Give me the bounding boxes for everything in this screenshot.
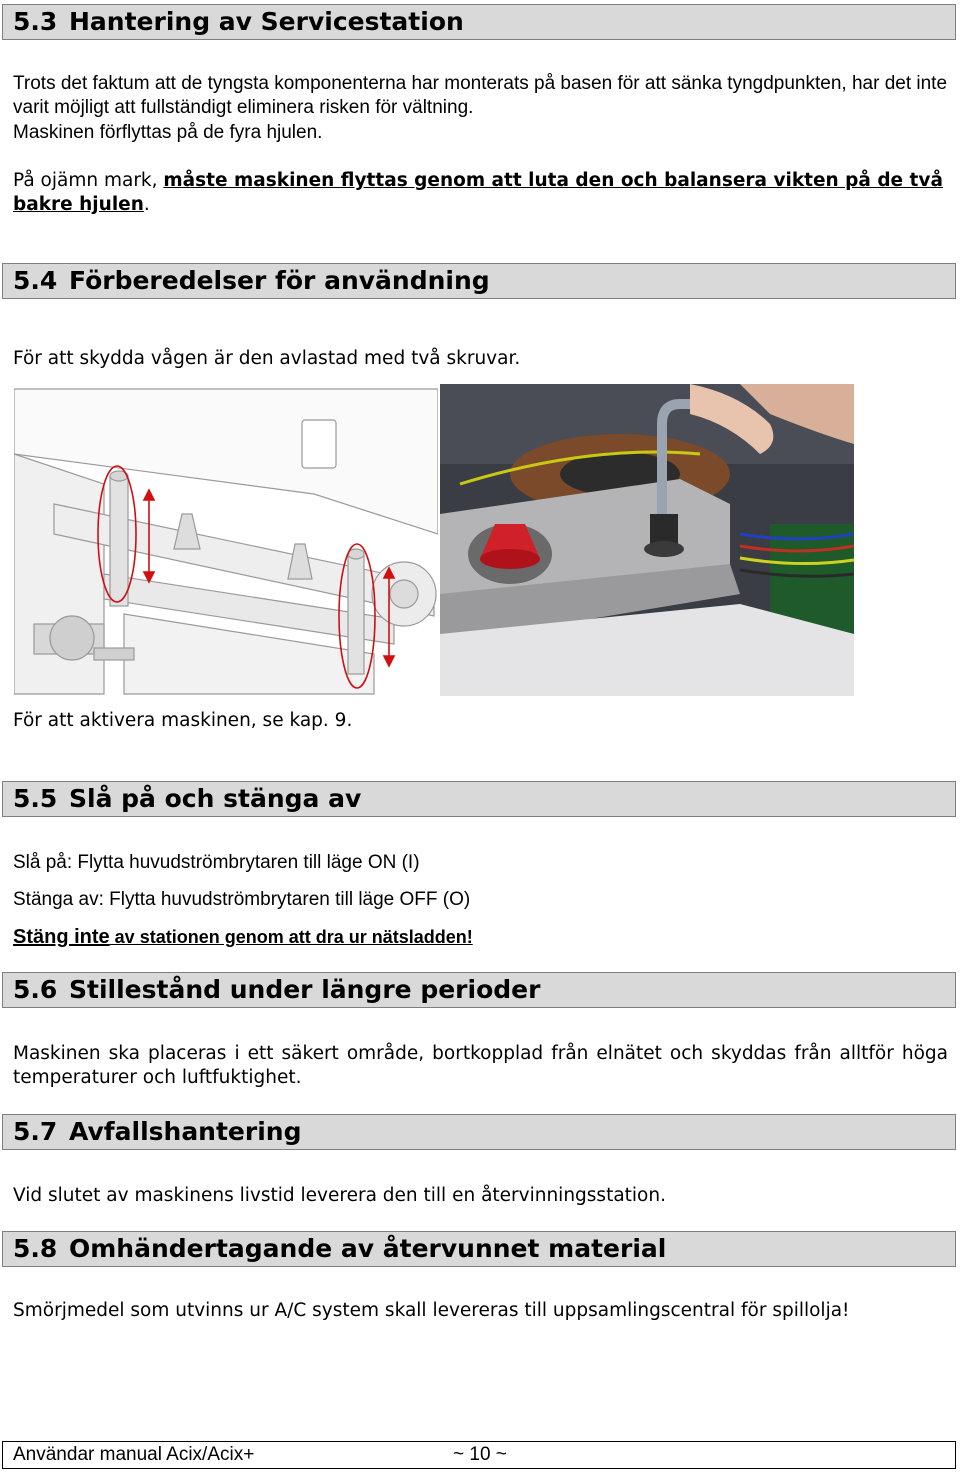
section-title: Förberedelser för användning — [69, 266, 490, 295]
section-number: 5.7 — [13, 1117, 58, 1146]
section-heading-5-8 — [2, 1231, 956, 1267]
section-title: Slå på och stänga av — [69, 784, 362, 813]
paragraph: Smörjmedel som utvinns ur A/C system skall levereras till uppsamlingscentral för spillolja! — [13, 1300, 850, 1321]
scale-drawing-image — [14, 384, 438, 696]
section-number: 5.4 — [13, 266, 58, 295]
paragraph: Trots det faktum att de tyngsta komponenterna har monterats på basen för att sänka tyngdpunkten, har det inte varit möjligt att fullständigt eliminera risken för vältning. — [13, 73, 948, 118]
section-title: Stillestånd under längre perioder — [69, 975, 541, 1004]
text: På ojämn mark, — [13, 170, 164, 191]
section-heading-5-4 — [2, 263, 956, 299]
section-heading-5-6 — [2, 972, 956, 1008]
page-footer — [2, 1441, 956, 1469]
manual-title: Användar manual Acix/Acix+ — [13, 1444, 255, 1465]
section-number: 5.3 — [13, 7, 58, 36]
paragraph: För att aktivera maskinen, se kap. 9. — [13, 710, 353, 731]
section-heading-5-7 — [2, 1114, 956, 1150]
paragraph-warning — [13, 169, 948, 217]
section-heading-5-3 — [2, 4, 956, 40]
emphasis-text: av stationen genom att dra ur nätsladden! — [109, 927, 473, 947]
section-title: Omhändertagande av återvunnet material — [69, 1234, 667, 1263]
paragraph: Maskinen förflyttas på de fyra hjulen. — [13, 122, 323, 143]
section-number: 5.8 — [13, 1234, 58, 1263]
section-title: Avfallshantering — [69, 1117, 302, 1146]
paragraph: Stänga av: Flytta huvudströmbrytaren till läge OFF (O) — [13, 889, 471, 910]
text: . — [143, 194, 150, 215]
section-heading-5-5 — [2, 781, 956, 817]
warning-text — [13, 925, 948, 950]
paragraph: Vid slutet av maskinens livstid leverera den till en återvinningsstation. — [13, 1185, 666, 1206]
paragraph: Slå på: Flytta huvudströmbrytaren till läge ON (I) — [13, 852, 420, 873]
paragraph: Maskinen ska placeras i ett säkert område, bortkopplad från elnätet och skyddas från alltför höga temperaturer och luftfuktighet. — [13, 1043, 948, 1088]
paragraph: För att skydda vågen är den avlastad med två skruvar. — [13, 348, 521, 369]
section-title: Hantering av Servicestation — [69, 7, 464, 36]
section-number: 5.5 — [13, 784, 58, 813]
emphasis-text: måste maskinen flyttas genom att luta den och balansera vikten på de två bakre hjulen — [13, 170, 943, 215]
page-number: ~ 10 ~ — [453, 1444, 507, 1465]
emphasis-text: Stäng inte — [13, 926, 110, 948]
screw-photo-image — [440, 384, 854, 696]
section-number: 5.6 — [13, 975, 58, 1004]
